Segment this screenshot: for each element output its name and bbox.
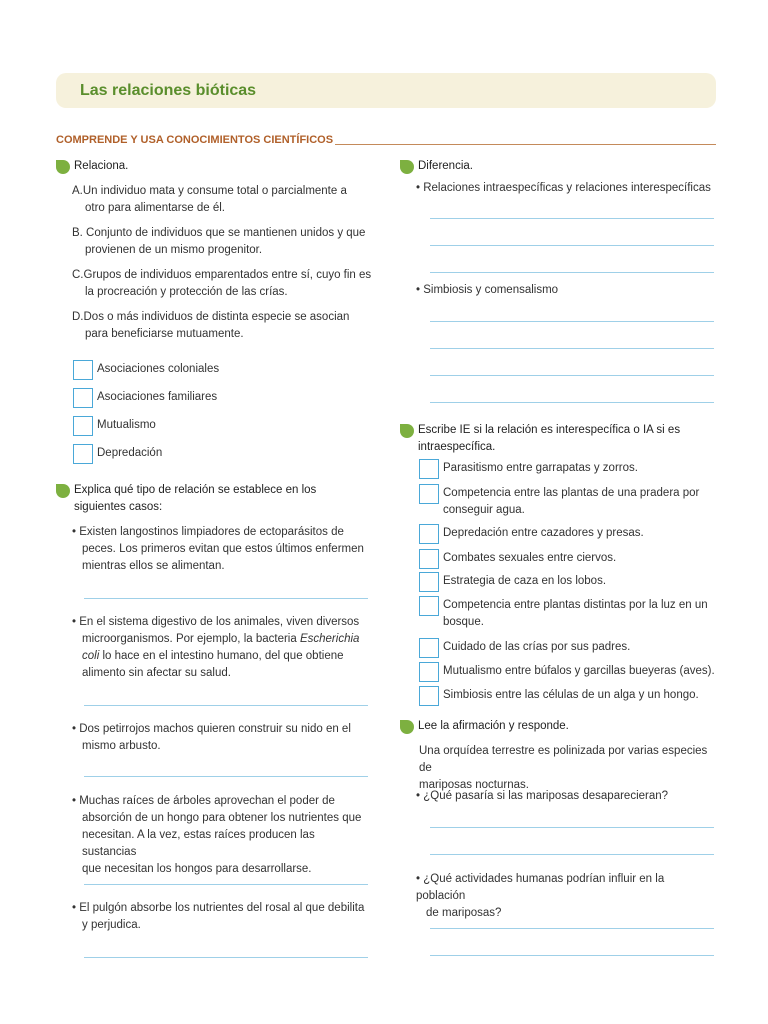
leaf-bullet-icon [400, 160, 414, 174]
row-text: bosque. [443, 616, 484, 628]
lee-question-2 [416, 871, 716, 922]
statement-line: Una orquídea terrestre es polinizada por varias especies de [419, 745, 708, 774]
page-title: Las relaciones bióticas [80, 82, 257, 99]
row-label [443, 484, 699, 519]
item-line: C.Grupos de individuos emparentados entre sí, cuyo fin es [72, 269, 372, 281]
case-line: mientras ellos se alimentan. [82, 560, 225, 572]
item-line: B. Conjunto de individuos que se mantienen unidos y que [72, 227, 366, 239]
case-5 [72, 900, 364, 934]
heading-line: Escribe IE si la relación es interespecífica o IA si es [418, 424, 681, 436]
option-row [73, 360, 219, 380]
row-text: conseguir agua. [443, 504, 525, 516]
case-line: • El pulgón absorbe los nutrientes del rosal al que debilita [72, 902, 365, 914]
question-heading: Lee la afirmación y responde. [418, 720, 569, 732]
answer-line[interactable] [430, 375, 714, 376]
question-line: • ¿Qué actividades humanas podrían influir en la población [416, 873, 665, 902]
case-line: • En el sistema digestivo de los animales, viven diversos [72, 616, 360, 628]
section-heading [56, 131, 716, 147]
leaf-bullet-icon [400, 424, 414, 438]
case-italic: Escherichia [299, 633, 360, 645]
item-line: A.Un individuo mata y consume total o parcialmente a [72, 185, 347, 197]
section-label: COMPRENDE Y USA CONOCIMIENTOS CIENTÍFICOS [56, 134, 334, 146]
leaf-bullet-icon [56, 160, 70, 174]
escribe-row [419, 484, 699, 519]
leaf-bullet-icon [400, 720, 414, 734]
question-relaciona [56, 158, 128, 175]
case-3 [72, 721, 351, 755]
option-row [73, 416, 156, 436]
row-label: Estrategia de caza en los lobos. [443, 575, 607, 587]
relaciona-item-c [72, 267, 371, 301]
question-diferencia [400, 158, 473, 175]
answer-line[interactable] [430, 321, 714, 322]
escribe-row [419, 459, 638, 479]
answer-line[interactable] [430, 928, 714, 929]
answer-line[interactable] [84, 776, 368, 777]
answer-line[interactable] [84, 705, 368, 706]
escribe-row [419, 596, 708, 631]
answer-line[interactable] [84, 957, 368, 958]
diferencia-item-2: • Simbiosis y comensalismo [416, 284, 559, 296]
statement-line: mariposas nocturnas. [419, 779, 529, 791]
item-line: provienen de un mismo progenitor. [85, 244, 263, 256]
case-line: necesitan. A la vez, estas raíces producen las sustancias [82, 829, 315, 858]
answer-checkbox[interactable] [73, 388, 93, 408]
answer-line[interactable] [84, 598, 368, 599]
escribe-row [419, 686, 699, 706]
option-row [73, 388, 217, 408]
answer-checkbox[interactable] [419, 549, 439, 569]
case-2 [72, 614, 359, 682]
question-explica [56, 482, 316, 516]
row-label: Depredación entre cazadores y presas. [443, 527, 644, 539]
relaciona-item-d [72, 309, 349, 343]
answer-line[interactable] [84, 884, 368, 885]
case-line: que necesitan los hongos para desarrollarse. [82, 863, 312, 875]
answer-line[interactable] [430, 218, 714, 219]
title-bar [56, 73, 716, 108]
escribe-row [419, 662, 715, 682]
row-label: Mutualismo entre búfalos y garcillas bueyeras (aves). [443, 665, 715, 677]
row-label: Combates sexuales entre ciervos. [443, 552, 617, 564]
leaf-bullet-icon [56, 484, 70, 498]
question-escribe [400, 422, 680, 456]
escribe-row [419, 524, 644, 544]
case-line [72, 648, 359, 665]
answer-checkbox[interactable] [73, 360, 93, 380]
heading-line: siguientes casos: [74, 501, 163, 513]
question-heading [74, 482, 316, 516]
heading-line: intraespecífica. [418, 441, 496, 453]
item-line: la procreación y protección de las crías. [85, 286, 288, 298]
item-line: para beneficiarse mutuamente. [85, 328, 244, 340]
answer-line[interactable] [430, 348, 714, 349]
option-label: Depredación [97, 447, 163, 459]
lee-statement [419, 743, 716, 794]
relaciona-item-b [72, 225, 365, 259]
lee-question-1: • ¿Qué pasaría si las mariposas desaparecieran? [416, 790, 669, 802]
case-text: lo hace en el intestino humano, del que obtiene [102, 650, 344, 662]
question-heading [418, 422, 680, 456]
row-label: Simbiosis entre las células de un alga y un hongo. [443, 689, 699, 701]
answer-checkbox[interactable] [419, 484, 439, 504]
case-line: • Existen langostinos limpiadores de ectoparásitos de [72, 526, 344, 538]
answer-line[interactable] [430, 402, 714, 403]
option-label: Mutualismo [97, 419, 156, 431]
section-rule [335, 144, 716, 145]
row-text: Competencia entre plantas distintas por la luz en un [443, 599, 708, 611]
answer-checkbox[interactable] [419, 638, 439, 658]
row-label: Parasitismo entre garrapatas y zorros. [443, 462, 638, 474]
answer-checkbox[interactable] [419, 686, 439, 706]
diferencia-item-1: • Relaciones intraespecíficas y relaciones interespecíficas [416, 182, 711, 194]
option-row [73, 444, 162, 464]
case-italic: coli [82, 650, 100, 662]
case-line: peces. Los primeros evitan que estos últimos enfermen [82, 543, 364, 555]
row-label [443, 596, 708, 631]
option-label: Asociaciones coloniales [97, 363, 220, 375]
answer-checkbox[interactable] [419, 459, 439, 479]
question-line: de mariposas? [426, 907, 502, 919]
case-line: absorción de un hongo para obtener los nutrientes que [82, 812, 362, 824]
answer-line[interactable] [430, 955, 714, 956]
item-line: otro para alimentarse de él. [85, 202, 225, 214]
item-line: D.Dos o más individuos de distinta especie se asocian [72, 311, 350, 323]
question-heading: Diferencia. [418, 160, 473, 172]
row-text: Competencia entre las plantas de una pradera por [443, 487, 700, 499]
option-label: Asociaciones familiares [97, 391, 218, 403]
question-heading: Relaciona. [74, 160, 129, 172]
case-text: microorganismos. Por ejemplo, la bacteria [82, 633, 297, 645]
answer-checkbox[interactable] [419, 662, 439, 682]
question-lee [400, 718, 569, 735]
case-line: • Muchas raíces de árboles aprovechan el poder de [72, 795, 335, 807]
escribe-row [419, 638, 630, 658]
answer-line[interactable] [430, 827, 714, 828]
answer-line[interactable] [430, 245, 714, 246]
answer-checkbox[interactable] [419, 596, 439, 616]
case-line: alimento sin afectar su salud. [82, 667, 231, 679]
escribe-row [419, 549, 616, 569]
answer-line[interactable] [430, 854, 714, 855]
case-line [72, 631, 359, 648]
answer-checkbox[interactable] [419, 524, 439, 544]
case-1 [72, 524, 364, 575]
case-line: mismo arbusto. [82, 740, 161, 752]
escribe-row [419, 572, 606, 592]
case-line: y perjudica. [82, 919, 141, 931]
case-4 [72, 793, 372, 878]
case-line: • Dos petirrojos machos quieren construir su nido en el [72, 723, 351, 735]
relaciona-item-a [72, 183, 347, 217]
answer-checkbox[interactable] [419, 572, 439, 592]
answer-checkbox[interactable] [73, 444, 93, 464]
row-label: Cuidado de las crías por sus padres. [443, 641, 631, 653]
answer-checkbox[interactable] [73, 416, 93, 436]
heading-line: Explica qué tipo de relación se establece en los [74, 484, 317, 496]
answer-line[interactable] [430, 272, 714, 273]
